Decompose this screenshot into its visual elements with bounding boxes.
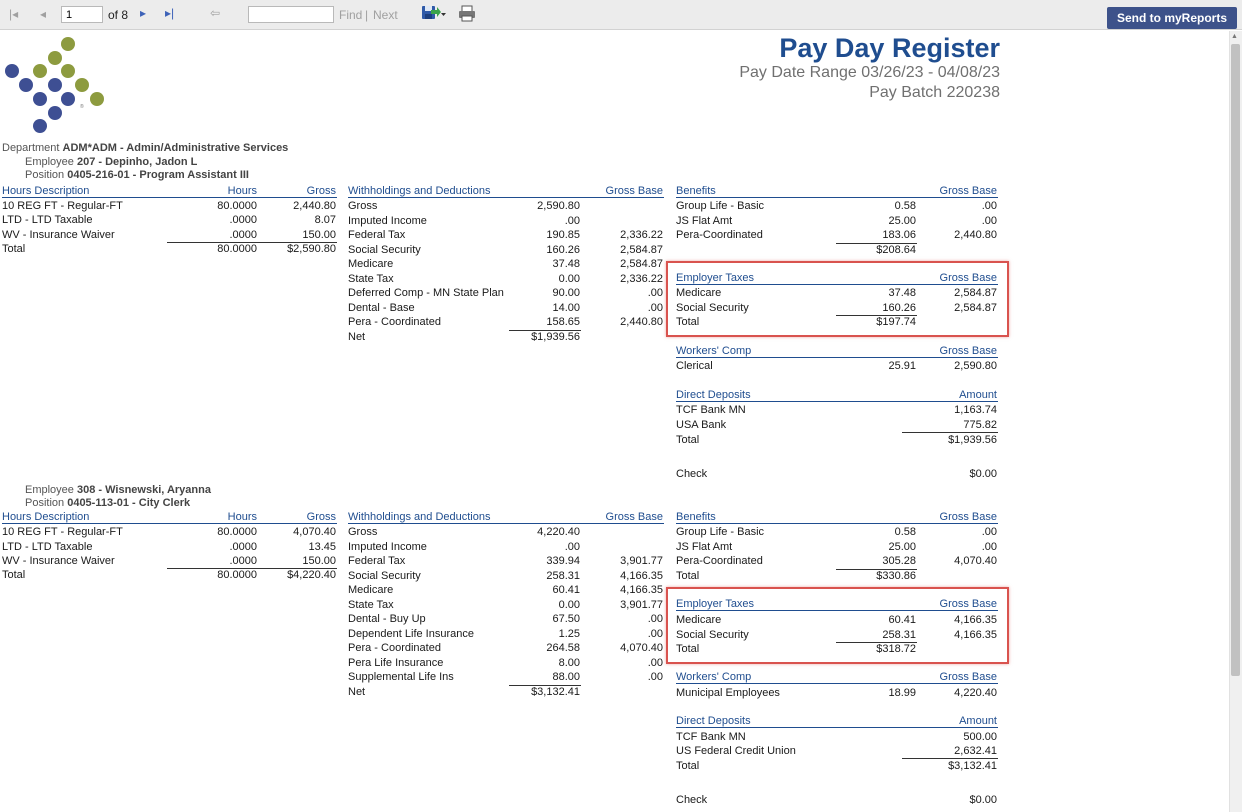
table-row: Dental - Buy Up 67.50 .00 (348, 613, 663, 625)
table-row: Total $197.74 (676, 316, 916, 328)
workers-comp-table-header (676, 671, 998, 684)
benefits-header: Benefits (676, 185, 716, 197)
company-logo (0, 34, 110, 138)
department-line (2, 142, 288, 154)
page-count: of 8 (108, 8, 129, 22)
withholdings-header: Withholdings and Deductions (348, 185, 491, 197)
table-row: Imputed Income .00 (348, 540, 580, 553)
direct-deposits-table-header (676, 389, 998, 402)
table-row: Clerical 25.91 2,590.80 (676, 360, 997, 372)
table-row: Group Life - Basic 0.58 .00 (676, 200, 997, 212)
amount-header: Amount (959, 389, 997, 401)
page-number-input[interactable] (61, 6, 103, 23)
table-row: Medicare 37.48 2,584.87 (676, 287, 997, 299)
print-icon[interactable] (458, 5, 476, 25)
table-row: Social Security 160.26 2,584.87 (676, 301, 997, 314)
benefits-header: Benefits (676, 511, 716, 523)
employer-taxes-header: Employer Taxes (676, 272, 755, 284)
next-page-icon[interactable]: ▸ (140, 6, 147, 20)
department-label: Department (2, 142, 60, 154)
table-row: Group Life - Basic 0.58 .00 (676, 526, 997, 538)
table-row: TCF Bank MN 1,163.74 (676, 404, 997, 416)
table-row: 10 REG FT - Regular-FT 80.0000 2,440.80 (2, 200, 336, 212)
total-rule (902, 758, 998, 759)
position-label: Position (25, 497, 65, 509)
table-row: LTD - LTD Taxable .0000 8.07 (2, 214, 336, 226)
total-rule (509, 685, 581, 686)
table-row: Pera-Coordinated 183.06 2,440.80 (676, 229, 997, 241)
gross-base-header: Gross Base (939, 598, 997, 610)
table-row: Social Security 160.26 2,584.87 (348, 243, 663, 256)
workers-comp-header: Workers' Comp (676, 671, 752, 683)
first-page-icon[interactable]: |◂ (9, 7, 19, 21)
total-rule (902, 432, 998, 433)
hours-description-header: Hours Description (2, 511, 90, 523)
direct-deposits-header: Direct Deposits (676, 389, 751, 401)
employer-taxes-table-header (676, 272, 998, 285)
table-row: JS Flat Amt 25.00 .00 (676, 214, 997, 227)
total-rule (836, 642, 917, 643)
table-row: WV - Insurance Waiver .0000 150.00 (2, 229, 336, 241)
employer-taxes-table-header (676, 598, 998, 611)
table-row: Deferred Comp - MN State Plan 90.00 .00 (348, 287, 663, 299)
table-row: JS Flat Amt 25.00 .00 (676, 540, 997, 553)
workers-comp-header: Workers' Comp (676, 345, 752, 357)
previous-page-icon[interactable]: ◂ (40, 7, 47, 21)
find-input[interactable] (248, 6, 334, 23)
position-line (25, 497, 190, 509)
benefits-table-header (676, 185, 998, 198)
employee-label: Employee (25, 156, 74, 168)
table-row: USA Bank 775.82 (676, 419, 997, 431)
position-value: 0405-113-01 - City Clerk (67, 497, 191, 509)
table-row: Federal Tax 339.94 3,901.77 (348, 555, 663, 567)
withholdings-header: Withholdings and Deductions (348, 511, 491, 523)
workers-comp-table-header (676, 345, 998, 358)
position-label: Position (25, 169, 65, 181)
gross-base-header: Gross Base (939, 671, 997, 683)
hours-header: Hours (227, 185, 257, 197)
scrollbar-thumb[interactable] (1231, 44, 1240, 676)
table-row: State Tax 0.00 3,901.77 (348, 598, 663, 611)
table-row: Medicare 60.41 4,166.35 (676, 614, 997, 626)
employee-value: 207 - Depinho, Jadon L (76, 156, 198, 168)
table-row: Supplemental Life Ins 88.00 .00 (348, 671, 663, 683)
benefits-table-header (676, 511, 998, 524)
table-row: Total $330.86 (676, 569, 916, 582)
last-page-icon[interactable]: ▸| (165, 6, 175, 20)
total-rule (836, 315, 917, 316)
check-row: Check $0.00 (676, 794, 997, 806)
report-toolbar (0, 0, 1242, 30)
pay-date-range: Pay Date Range 03/26/23 - 04/08/23 (739, 64, 1000, 81)
back-icon[interactable]: ⇦ (210, 6, 221, 20)
table-row: WV - Insurance Waiver .0000 150.00 (2, 555, 336, 567)
find-link[interactable]: Find (339, 8, 363, 22)
hours-description-header: Hours Description (2, 185, 90, 197)
amount-header: Amount (959, 715, 997, 727)
employer-taxes-header: Employer Taxes (676, 598, 755, 610)
table-row: Federal Tax 190.85 2,336.22 (348, 229, 663, 241)
employee-line (25, 156, 197, 168)
table-row: Total 80.0000 $4,220.40 (2, 569, 336, 581)
gross-base-header: Gross Base (939, 272, 997, 284)
table-row: Dependent Life Insurance 1.25 .00 (348, 627, 663, 640)
report-title: Pay Day Register (779, 33, 1000, 63)
table-row: Net $1,939.56 (348, 330, 580, 343)
withholdings-table-header (348, 185, 664, 198)
table-row: Gross 4,220.40 (348, 526, 580, 538)
check-row: Check $0.00 (676, 468, 997, 480)
table-row: Dental - Base 14.00 .00 (348, 301, 663, 314)
gross-base-header: Gross Base (939, 185, 997, 197)
table-row: Pera - Coordinated 158.65 2,440.80 (348, 316, 663, 328)
hours-header: Hours (227, 511, 257, 523)
table-row: Pera - Coordinated 264.58 4,070.40 (348, 642, 663, 654)
scroll-up-arrow-icon[interactable]: ▲ (1231, 33, 1238, 40)
svg-text:®: ® (80, 104, 84, 110)
gross-base-header: Gross Base (939, 511, 997, 523)
direct-deposits-table-header (676, 715, 998, 728)
table-row: Medicare 60.41 4,166.35 (348, 584, 663, 596)
total-rule (509, 330, 581, 331)
gross-base-header: Gross Base (939, 345, 997, 357)
table-row: Pera Life Insurance 8.00 .00 (348, 656, 663, 669)
next-link[interactable]: Next (373, 8, 398, 22)
employee-value: 308 - Wisnewski, Aryanna (76, 484, 211, 496)
position-value: 0405-216-01 - Program Assistant III (67, 169, 249, 181)
table-row: Total 80.0000 $2,590.80 (2, 243, 336, 255)
table-row: Imputed Income .00 (348, 214, 580, 227)
table-row: US Federal Credit Union 2,632.41 (676, 745, 997, 757)
table-row: Net $3,132.41 (348, 685, 580, 698)
table-row: $208.64 (876, 243, 916, 256)
table-row: Gross 2,590.80 (348, 200, 580, 212)
employee-label: Employee (25, 484, 74, 496)
gross-header: Gross (306, 185, 336, 197)
position-line (25, 169, 249, 181)
export-icon[interactable] (421, 4, 447, 25)
toolbar-separator: | (365, 8, 369, 22)
hours-table-header (2, 511, 337, 524)
employee-line (25, 484, 211, 496)
gross-base-header: Gross Base (605, 511, 663, 523)
table-row: Total $318.72 (676, 643, 916, 655)
table-row: Total $3,132.41 (676, 760, 997, 772)
gross-base-header: Gross Base (605, 185, 663, 197)
gross-header: Gross (306, 511, 336, 523)
total-rule (836, 243, 917, 244)
withholdings-table-header (348, 511, 664, 524)
table-row: 10 REG FT - Regular-FT 80.0000 4,070.40 (2, 526, 336, 538)
table-row: TCF Bank MN 500.00 (676, 731, 997, 743)
table-row: Medicare 37.48 2,584.87 (348, 258, 663, 270)
hours-table-header (2, 185, 337, 198)
table-row: Social Security 258.31 4,166.35 (676, 628, 997, 641)
table-row: Total $1,939.56 (676, 434, 997, 446)
direct-deposits-header: Direct Deposits (676, 715, 751, 727)
total-rule (836, 569, 917, 570)
table-row: State Tax 0.00 2,336.22 (348, 272, 663, 285)
table-row: Social Security 258.31 4,166.35 (348, 569, 663, 582)
table-row: Municipal Employees 18.99 4,220.40 (676, 687, 997, 699)
department-value: ADM*ADM - Admin/Administrative Services (62, 142, 289, 154)
table-row: Pera-Coordinated 305.28 4,070.40 (676, 555, 997, 567)
pay-batch: Pay Batch 220238 (869, 84, 1000, 101)
send-to-myreports-button[interactable]: Send to myReports (1107, 7, 1237, 29)
table-row: LTD - LTD Taxable .0000 13.45 (2, 541, 336, 553)
